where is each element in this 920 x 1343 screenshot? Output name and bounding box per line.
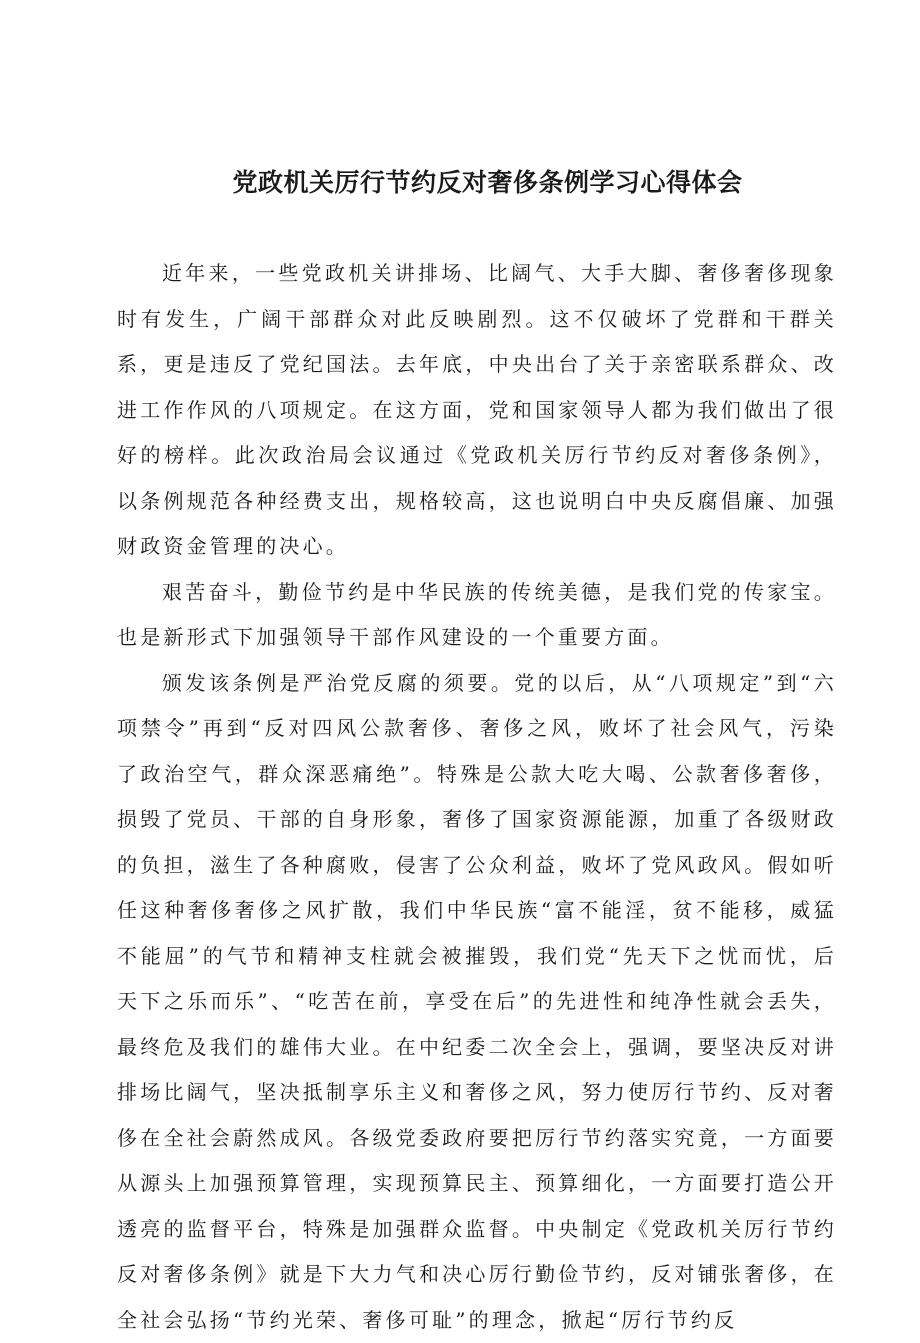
paragraph-2: 艰苦奋斗，勤俭节约是中华民族的传统美德，是我们党的传家宝。也是新形式下加强领导干部作风建设的一个重要方面。 <box>117 570 837 661</box>
document-body <box>117 251 837 1343</box>
paragraph-3: 颁发该条例是严治党反腐的须要。党的以后，从“八项规定”到“六项禁令”再到“反对四风公款奢侈、奢侈之风，败坏了社会风气，污染了政治空气，群众深恶痛绝”。特殊是公款大吃大喝、公款奢侈奢侈，损毁了党员、干部的自身形象，奢侈了国家资源能源，加重了各级财政的负担，滋生了各种腐败，侵害了公众利益，败坏了党风政风。假如听任这种奢侈奢侈之风扩散，我们中华民族“富不能淫，贫不能移，威猛不能屈”的气节和精神支柱就会被摧毁，我们党“先天下之忧而忧，后天下之乐而乐”、“吃苦在前，享受在后”的先进性和纯净性就会丢失，最终危及我们的雄伟大业。在中纪委二次全会上，强调，要坚决反对讲排场比阔气，坚决抵制享乐主义和奢侈之风，努力使厉行节约、反对奢侈在全社会蔚然成风。各级党委政府要把厉行节约落实究竟，一方面要从源头上加强预算管理，实现预算民主、预算细化，一方面要打造公开透亮的监督平台，特殊是加强群众监督。中央制定《党政机关厉行节约反对奢侈条例》就是下大力气和决心厉行勤俭节约，反对铺张奢侈，在全社会弘扬“节约光荣、奢侈可耻”的理念，掀起“厉行节约反 <box>117 661 837 1343</box>
document-title: 党政机关厉行节约反对奢侈条例学习心得体会 <box>0 163 920 199</box>
paragraph-1: 近年来，一些党政机关讲排场、比阔气、大手大脚、奢侈奢侈现象时有发生，广阔干部群众对此反映剧烈。这不仅破坏了党群和干群关系，更是违反了党纪国法。去年底，中央出台了关于亲密联系群众、改进工作作风的八项规定。在这方面，党和国家领导人都为我们做出了很好的榜样。此次政治局会议通过《党政机关厉行节约反对奢侈条例》，以条例规范各种经费支出，规格较高，这也说明白中央反腐倡廉、加强财政资金管理的决心。 <box>117 251 837 570</box>
